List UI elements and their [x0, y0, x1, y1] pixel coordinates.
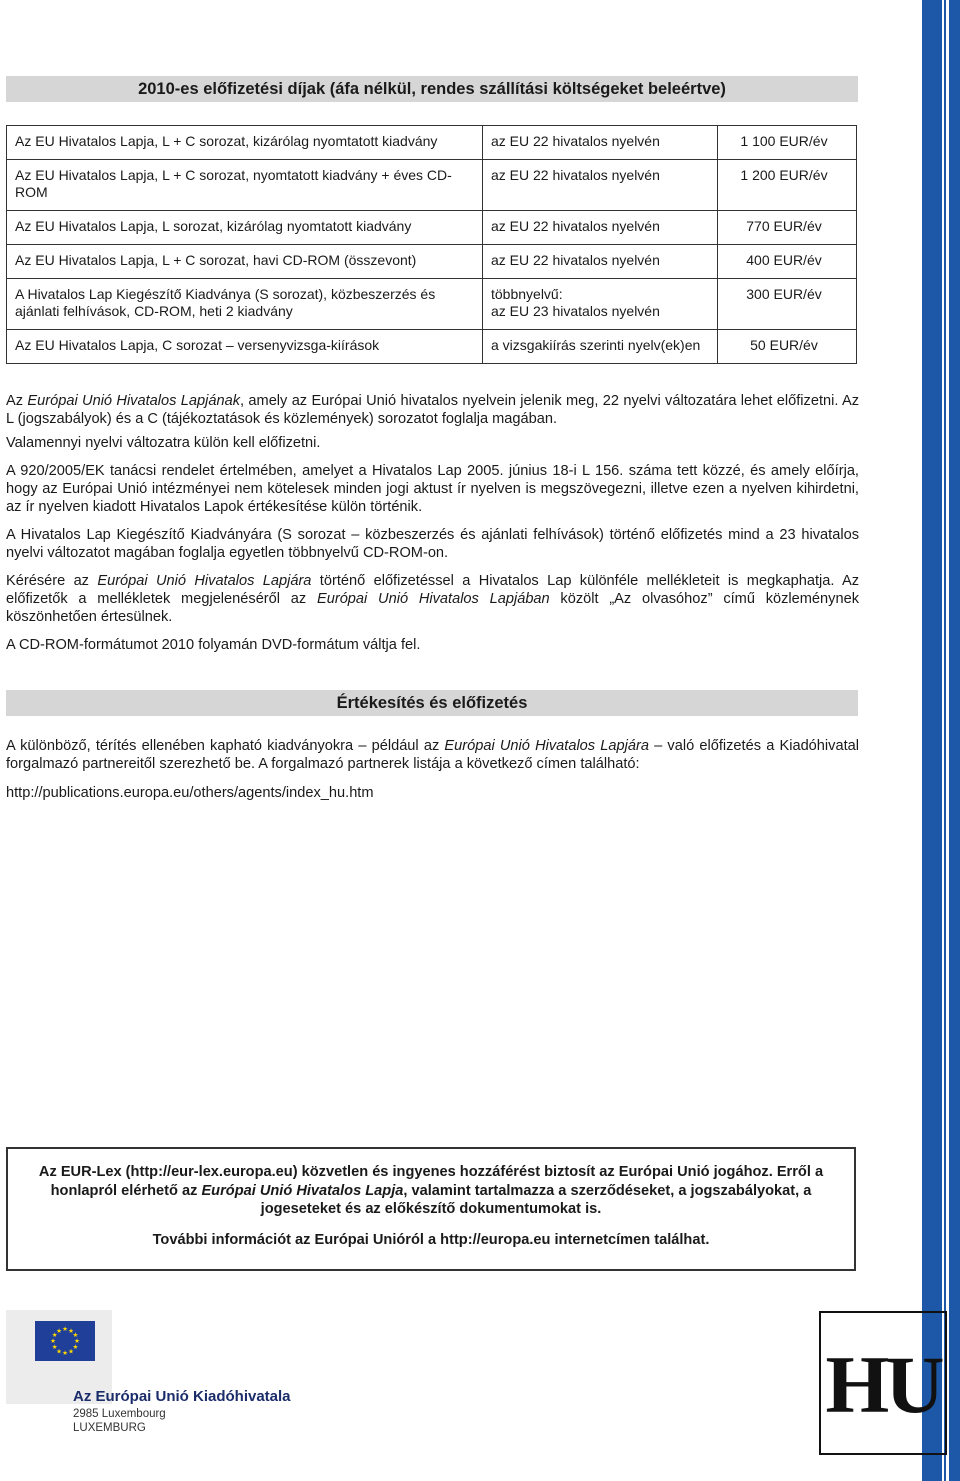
eu-star-icon: ★	[72, 1332, 79, 1340]
text-run-italic: Európai Unió Hivatalos Lapjára	[97, 573, 312, 589]
logo-address-line: 2985 Luxembourg	[73, 1408, 166, 1420]
blue-stripe-wide	[922, 0, 942, 1481]
text-run: A különböző, térítés ellenében kapható kiadványokra – például az	[6, 738, 445, 754]
row-description: Az EU Hivatalos Lapja, L + C sorozat, nyomtatott kiadvány + éves CD-ROM	[7, 160, 483, 211]
row-language: a vizsgakiírás szerinti nyelv(ek)en	[483, 330, 718, 364]
row-description: Az EU Hivatalos Lapja, L sorozat, kizárólag nyomtatott kiadvány	[7, 211, 483, 245]
row-language	[483, 279, 718, 330]
row-price: 300 EUR/év	[718, 279, 857, 330]
eu-star-icon: ★	[62, 1350, 68, 1358]
table-row	[7, 279, 857, 330]
row-price: 1 200 EUR/év	[718, 160, 857, 211]
logo-address	[73, 1407, 166, 1435]
section-heading: Értékesítés és előfizetés	[6, 690, 858, 716]
sales-text	[6, 737, 859, 773]
info-more: További információt az Európai Unióról a http://europa.eu internetcímen találhat.	[152, 1231, 710, 1248]
note-paragraph	[6, 572, 859, 626]
row-price: 400 EUR/év	[718, 245, 857, 279]
country-code-badge: HU	[819, 1311, 947, 1455]
text-run-italic: Európai Unió Hivatalos Lapjának	[27, 393, 241, 409]
text-run-italic: Európai Unió Hivatalos Lapjára	[444, 738, 649, 754]
row-language: az EU 22 hivatalos nyelvén	[483, 211, 718, 245]
agents-link[interactable]: http://publications.europa.eu/others/agents/index_hu.htm	[6, 785, 374, 801]
info-text	[16, 1163, 846, 1219]
row-description: Az EU Hivatalos Lapja, C sorozat – versenyvizsga-kiírások	[7, 330, 483, 364]
table-row	[7, 126, 857, 160]
eu-star-icon: ★	[51, 1332, 58, 1340]
eu-star-icon: ★	[62, 1326, 68, 1334]
text-run: közölt „Az olvasóhoz” című közleménynek köszönhetően értesülnek.	[6, 591, 859, 625]
publications-office-logo	[6, 1310, 296, 1440]
eu-star-icon: ★	[56, 1327, 62, 1335]
eu-star-icon: ★	[72, 1344, 79, 1352]
note-paragraph: A CD-ROM-formátumot 2010 folyamán DVD-formátum váltja fel.	[6, 637, 421, 653]
eu-star-icon: ★	[68, 1348, 74, 1356]
row-price: 50 EUR/év	[718, 330, 857, 364]
price-table	[6, 125, 857, 364]
notes-block	[6, 392, 859, 654]
note-paragraph: A 920/2005/EK tanácsi rendelet értelmében, amelyet a Hivatalos Lap 2005. június 18-i L 156. száma tett közzé, és amely előírja, hogy az Európai Unió intézményei nem kötelesek minden jogi aktust ír nyelven is megszövegezni, illetve ezen a nyelven kihirdetni, az ír nyelven kiadott Hivatalos Lapok értékesítése külön történik.	[6, 463, 859, 515]
row-description: Az EU Hivatalos Lapja, L + C sorozat, havi CD-ROM (összevont)	[7, 245, 483, 279]
text-run: történő előfizetéssel a Hivatalos Lap különféle mellékleteit is megkaphatja. Az előfizetők a mellékletek megjelenéséről az	[6, 573, 860, 607]
eu-star-icon: ★	[68, 1327, 74, 1335]
text-run: , valamint tartalmazza a szerződéseket, a jogszabályokat, a jogeseteket és az előkészítő dokumentumokat is.	[260, 1182, 812, 1217]
row-description: A Hivatalos Lap Kiegészítő Kiadványa (S sorozat), közbeszerzés és ajánlati felhívások, CD-ROM, heti 2 kiadvány	[7, 279, 483, 330]
note-paragraph: Valamennyi nyelvi változatra külön kell előfizetni.	[6, 435, 321, 451]
eur-lex-info-box	[6, 1147, 856, 1271]
logo-address-line: LUXEMBURG	[73, 1422, 146, 1434]
text-run: , amely az Európai Unió hivatalos nyelvein jelenik meg, 22 nyelvi változatára lehet előfizetni. Az L (jogszabályok) és a C (tájékoztatások és közlemények) sorozatot foglalja magában.	[6, 393, 860, 427]
sales-paragraph	[6, 737, 859, 773]
row-price: 1 100 EUR/év	[718, 126, 857, 160]
blue-stripe-thin	[944, 0, 946, 1481]
logo-name: Az Európai Unió Kiadóhivatala	[73, 1388, 291, 1405]
side-stripes	[920, 0, 960, 1481]
text-run: Az	[6, 393, 28, 409]
row-language: az EU 22 hivatalos nyelvén	[483, 245, 718, 279]
text-run-italic: Európai Unió Hivatalos Lapjában	[316, 591, 550, 607]
eu-star-icon: ★	[56, 1348, 62, 1356]
text-run: Az EUR-Lex (http://eur-lex.europa.eu) közvetlen és ingyenes hozzáférést biztosít az Európai Unió jogához. Erről a honlapról elérhető az	[38, 1164, 824, 1199]
row-description: Az EU Hivatalos Lapja, L + C sorozat, kizárólag nyomtatott kiadvány	[7, 126, 483, 160]
row-price: 770 EUR/év	[718, 211, 857, 245]
eu-flag-icon	[35, 1321, 95, 1361]
table-row	[7, 330, 857, 364]
row-language-line-2: az EU 23 hivatalos nyelvén	[491, 303, 660, 319]
table-row	[7, 211, 857, 245]
table-row	[7, 160, 857, 211]
text-run: Kérésére az	[6, 573, 98, 589]
table-row	[7, 245, 857, 279]
blue-stripe-edge	[949, 0, 960, 1481]
eu-star-icon: ★	[50, 1338, 56, 1346]
row-language: az EU 22 hivatalos nyelvén	[483, 160, 718, 211]
text-run-italic: Európai Unió Hivatalos Lapja	[201, 1182, 404, 1199]
eu-star-icon: ★	[74, 1338, 80, 1346]
note-paragraph: A Hivatalos Lap Kiegészítő Kiadványára (S sorozat – közbeszerzés és ajánlati felhívások) történő előfizetés mind a 23 hivatalos nyelvi változatot magában foglalja egyetlen többnyelvű CD-ROM-on.	[6, 527, 859, 561]
text-run: – való előfizetés a Kiadóhivatal forgalmazó partnereitől szerezhető be. A forgalmazó partnerek listája a következő címen található:	[6, 738, 859, 772]
note-paragraph	[6, 392, 859, 428]
row-language-line-1: többnyelvű:	[491, 286, 563, 302]
eu-star-icon: ★	[51, 1344, 58, 1352]
row-language: az EU 22 hivatalos nyelvén	[483, 126, 718, 160]
page-title: 2010-es előfizetési díjak (áfa nélkül, rendes szállítási költségeket beleértve)	[6, 76, 858, 102]
